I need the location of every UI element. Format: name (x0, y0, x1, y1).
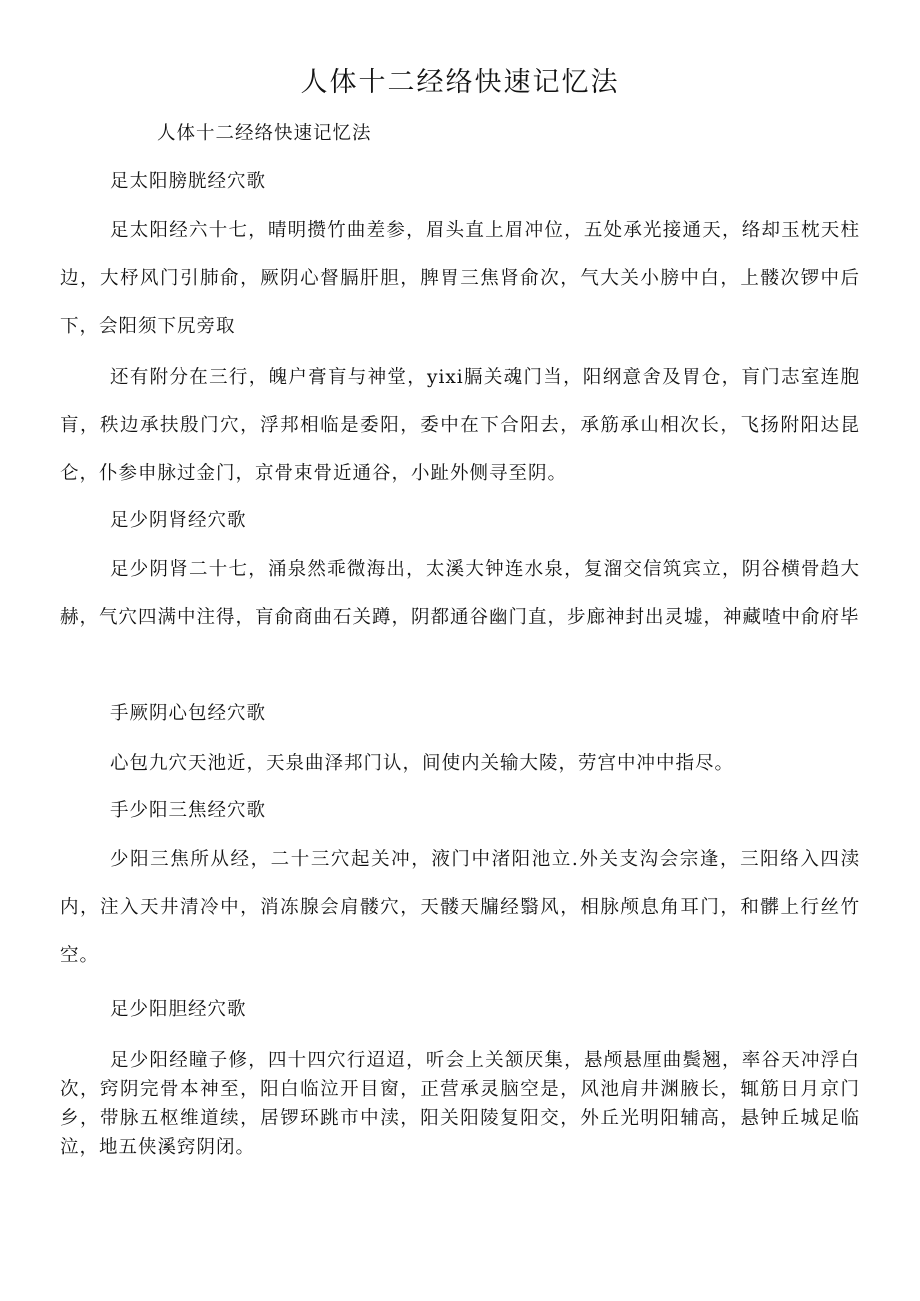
page-title: 人体十二经络快速记忆法 (300, 67, 620, 98)
paragraph-kidney: 足少阴肾二十七，涌泉然乖微海出，太溪大钟连水泉，复溜交信筑宾立，阴谷横骨趋大赫，气穴四满中注得，肓俞商曲石关蹲，阴都通谷幽门直，步廊神封出灵墟，神藏喳中俞府毕 (60, 559, 860, 628)
section-heading-kidney: 足少阴肾经穴歌 (110, 510, 247, 531)
page-subtitle: 人体十二经络快速记忆法 (157, 123, 372, 144)
section-heading-pericardium: 手厥阴心包经穴歌 (110, 703, 267, 724)
paragraph-bladder-1: 足太阳经六十七，晴明攒竹曲差参，眉头直上眉冲位，五处承光接通天，络却玉枕天柱边，大杼风门引肺俞，厥阴心督膈肝胆，脾胃三焦肾俞次，气大关小膀中白，上髅次锣中后下，会阳须下尻旁取 (60, 220, 860, 337)
paragraph-gallbladder: 足少阳经瞳子修，四十四穴行迢迢，听会上关颔厌集，悬颅悬厘曲鬓翘，率谷天冲浮白次，窍阴完骨本神至，阳白临泣开目窗，正营承灵脑空是，风池肩井渊腋长，辄筋日月京门乡，带脉五枢维道续，居锣环跳市中渎，阳关阳陵复阳交，外丘光明阳辅高，悬钟丘城足临泣，地五侠溪窍阴闭。 (60, 1050, 860, 1158)
paragraph-bladder-2: 还有附分在三行，魄户膏肓与神堂，yixi膈关魂门当，阳纲意舍及胃仓，肓门志室连胞肓，秩边承扶殷门穴，浮邦相临是委阳，委中在下合阳去，承筋承山相次长，飞扬附阳达昆仑，仆参申脉过金门，京骨束骨近通谷，小趾外侧寻至阴。 (60, 367, 860, 484)
paragraph-triple-burner: 少阳三焦所从经，二十三穴起关冲，液门中渚阳池立.外关支沟会宗逢，三阳络入四渎内，注入天井清冷中，消冻腺会肩髅穴，天髅天牖经翳风，相脉颅息角耳门，和髒上行丝竹空。 (60, 849, 860, 966)
section-heading-bladder: 足太阳膀胱经穴歌 (110, 171, 267, 192)
section-heading-triple-burner: 手少阳三焦经穴歌 (110, 800, 267, 821)
paragraph-pericardium: 心包九穴天池近，天泉曲泽邦门认，间使内关输大陵，劳宫中冲中指尽。 (110, 753, 735, 774)
section-heading-gallbladder: 足少阳胆经穴歌 (110, 999, 247, 1020)
